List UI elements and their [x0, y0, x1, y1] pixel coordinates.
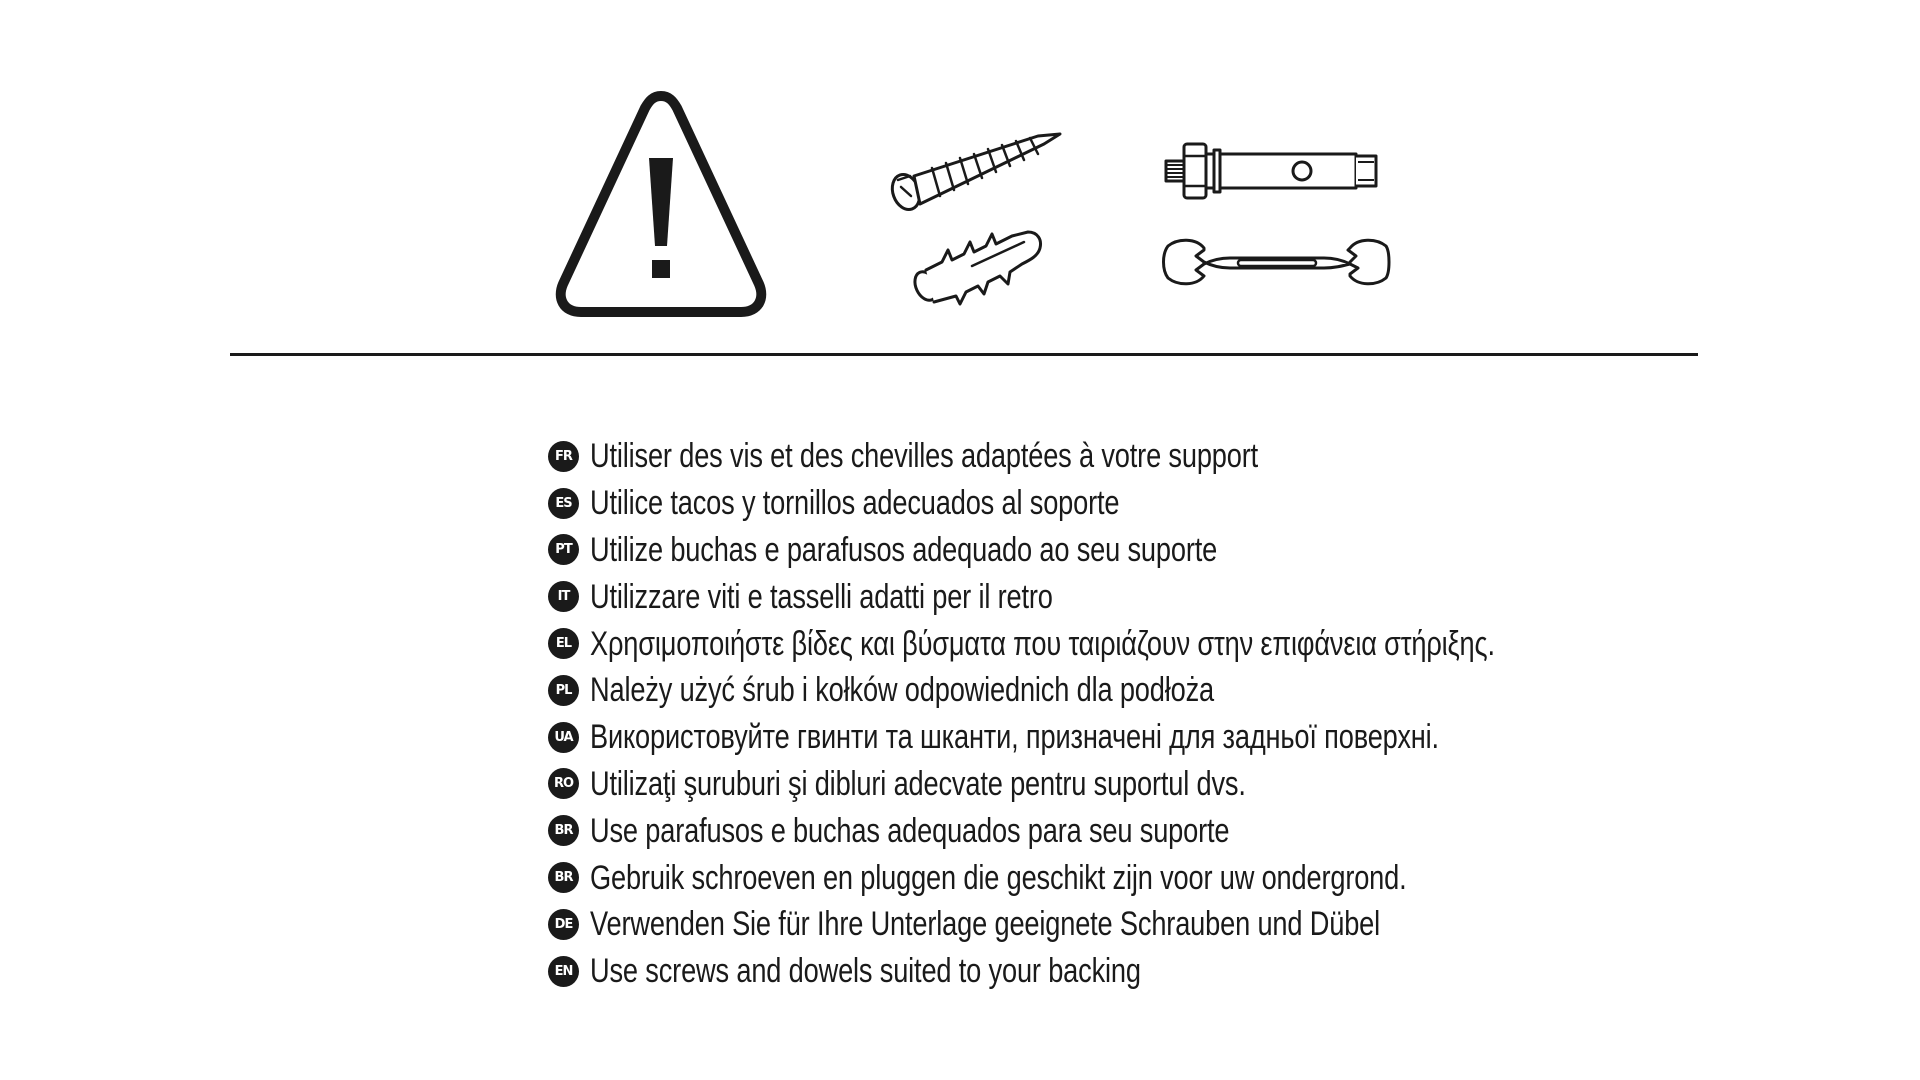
instruction-text-es: Utilice tacos y tornillos adecuados al soporte [590, 484, 1120, 523]
hardware-illustrations [0, 0, 1920, 340]
language-badge-el: EL [548, 628, 579, 659]
language-badge-ua: UA [548, 722, 579, 753]
instruction-text-fr: Utiliser des vis et des chevilles adaptées à votre support [590, 437, 1259, 476]
anchor-bolt-icon [1162, 136, 1382, 206]
instruction-row-pt [548, 527, 1721, 574]
instruction-row-it [548, 573, 1721, 620]
instruction-text-pl: Należy użyć śrub i kołków odpowiednich dla podłoża [590, 671, 1214, 710]
instruction-row-br-nl [548, 854, 1721, 901]
instruction-text-de: Verwenden Sie für Ihre Unterlage geeignete Schrauben und Dübel [590, 905, 1381, 944]
instruction-row-es [548, 480, 1721, 527]
instruction-row-fr [548, 433, 1721, 480]
instruction-list [548, 433, 1721, 995]
instruction-text-br-pt: Use parafusos e buchas adequados para seu suporte [590, 811, 1230, 850]
instruction-text-ro: Utilizaţi şuruburi şi dibluri adecvate pentru suportul dvs. [590, 764, 1246, 803]
warning-triangle-icon [553, 88, 769, 320]
instruction-text-pt: Utilize buchas e parafusos adequado ao seu suporte [590, 530, 1218, 569]
instruction-text-ua: Використовуйте гвинти та шканти, призначені для задньої поверхні. [590, 718, 1439, 757]
instruction-row-ro [548, 761, 1721, 808]
instruction-text-it: Utilizzare viti e tasselli adatti per il retro [590, 577, 1053, 616]
language-badge-ro: RO [548, 768, 579, 799]
language-badge-it: IT [548, 581, 579, 612]
screw-icon [888, 130, 1068, 216]
language-badge-es: ES [548, 488, 579, 519]
language-badge-pl: PL [548, 675, 579, 706]
language-badge-en: EN [548, 956, 579, 987]
instruction-row-ua [548, 714, 1721, 761]
language-badge-de: DE [548, 909, 579, 940]
instruction-row-de [548, 901, 1721, 948]
language-badge-br: BR [548, 815, 579, 846]
instruction-text-en: Use screws and dowels suited to your backing [590, 952, 1141, 991]
language-badge-pt: PT [548, 534, 579, 565]
wrench-icon [1160, 236, 1392, 288]
language-badge-br: BR [548, 862, 579, 893]
instruction-row-el [548, 620, 1721, 667]
language-badge-fr: FR [548, 441, 579, 472]
section-divider [230, 353, 1698, 356]
wall-plug-icon [912, 226, 1047, 308]
instruction-text-el: Χρησιμοποιήστε βίδες και βύσματα που ταιριάζουν στην επιφάνεια στήριξης. [590, 624, 1495, 663]
instruction-row-en [548, 948, 1721, 995]
instruction-row-pl [548, 667, 1721, 714]
instruction-row-br-pt [548, 807, 1721, 854]
instruction-text-br-nl: Gebruik schroeven en pluggen die geschikt zijn voor uw ondergrond. [590, 858, 1407, 897]
